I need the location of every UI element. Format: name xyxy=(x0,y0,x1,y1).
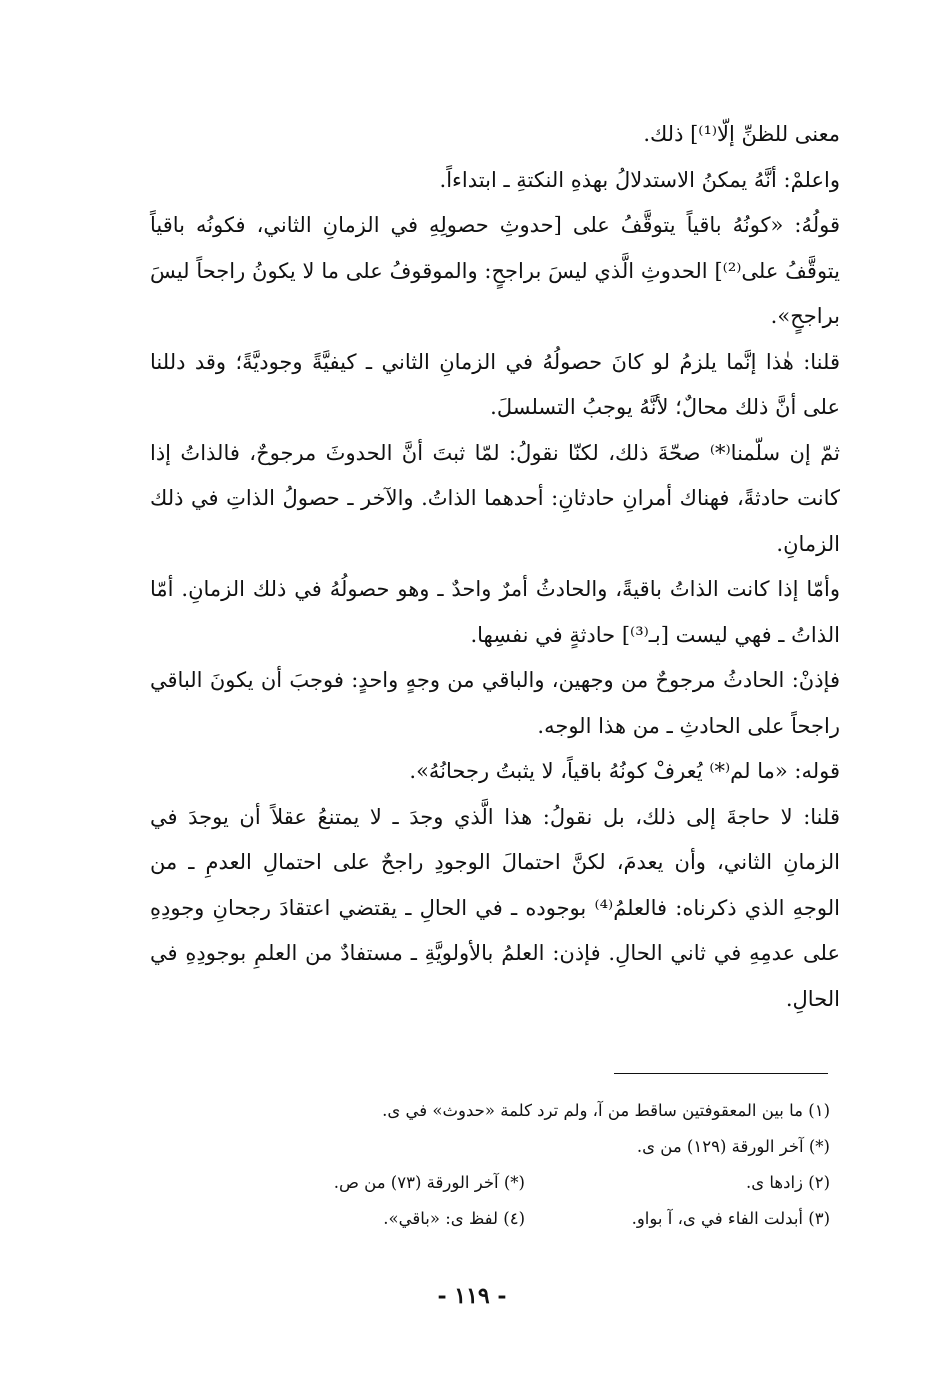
paragraph-2: واعلمْ: أنَّهُ يمكنُ الاستدلالُ بهذهِ النكتةِ ـ ابتداءاً. xyxy=(439,167,840,192)
paragraph-8: قوله: «ما لم⁽*⁾ يُعرفْ كونُهُ باقياً، لا يثبتُ رجحانُهُ». xyxy=(409,759,840,783)
footnotes xyxy=(250,1092,830,1236)
footnote-3: (٣) أبدلت الفاء في ى، آ بواو. xyxy=(631,1208,830,1228)
footnote-row xyxy=(250,1200,830,1236)
footnote-row xyxy=(250,1164,830,1200)
paragraph-1: معنى للظنِّ إلّا⁽¹⁾] ذلك. xyxy=(643,122,840,146)
paragraph-7: فإذنْ: الحادثُ مرجوحٌ من وجهين، والباقي من وجهٍ واحدٍ: فوجبَ أن يكونَ الباقي راجحاً على الحادثِ ـ من هذا الوجه. xyxy=(150,668,840,738)
footnote-star-1: (*) آخر الورقة (١٢٩) من ى. xyxy=(636,1136,830,1156)
footnote-4: (٤) لفظ ى: «باقي». xyxy=(383,1208,525,1228)
paragraph-4: قلنا: هٰذا إنَّما يلزمُ لو كانَ حصولُهُ في الزمانِ الثاني ـ كيفيَّةً وجوديَّةً؛ وقد دللنا على أنَّ ذلك محالٌ؛ لأنَّهُ يوجبُ التسلسلَ. xyxy=(150,349,840,419)
page-number: - ١١٩ - xyxy=(437,1283,507,1309)
footnote-star-2: (*) آخر الورقة (٧٣) من ص. xyxy=(333,1172,525,1192)
paragraph-9: قلنا: لا حاجةَ إلى ذلك، بل نقولُ: هذا الَّذي وجدَ ـ لا يمتنعُ عقلاً أن يوجدَ في الزمانِ الثاني، وأن يعدمَ، لكنَّ احتمالَ الوجودِ راجحٌ على احتمالِ العدمِ ـ من الوجهِ الذي ذكرناه: فالعلمُ⁽⁴⁾ بوجوده ـ في الحالِ ـ يقتضي اعتقادَ رجحانِ وجودِهِ على عدمِهِ في ثاني الحالِ. فإذن: العلمُ بالأولويَّةِ ـ مستفادٌ من العلمِ بوجودِهِ في الحالِ. xyxy=(150,804,840,1011)
paragraph-3: قولُهُ: «كونُهُ باقياً يتوقَّفُ على [حدوثِ حصولِهِ في الزمانِ الثاني، فكونُه باقياً يتوقَّفُ على⁽²⁾] الحدوثِ الَّذي ليسَ براجحٍ: والموقوفُ على ما لا يكونُ راجحاً ليسَ براجحٍ». xyxy=(150,213,840,328)
footnote-1: (١) ما بين المعقوفتين ساقط من آ، ولم ترد كلمة «حدوث» في ى. xyxy=(382,1100,830,1120)
paragraph-5: ثمّ إن سلّمنا⁽*⁾ صحّةَ ذلك، لكنّا نقولُ: لمّا ثبتَ أنَّ الحدوثَ مرجوحٌ، فالذاتُ إذا كانت حادثةً، فهناك أمرانِ حادثانِ: أحدهما الذاتُ. والآخر ـ حصولُ الذاتِ في ذلك الزمانِ. xyxy=(150,440,840,556)
footnote-2: (٢) زادها ى. xyxy=(745,1172,830,1192)
main-text xyxy=(150,112,840,1022)
paragraph-6: وأمّا إذا كانت الذاتُ باقيةً، والحادثُ أمرٌ واحدٌ ـ وهو حصولُهُ في ذلك الزمانِ. أمّا الذاتُ ـ فهي ليست [بـ⁽³⁾] حادثةٍ في نفسِها. xyxy=(150,577,840,647)
footnote-row xyxy=(250,1128,830,1164)
footnote-divider xyxy=(614,1073,828,1074)
footnote-row xyxy=(250,1092,830,1128)
